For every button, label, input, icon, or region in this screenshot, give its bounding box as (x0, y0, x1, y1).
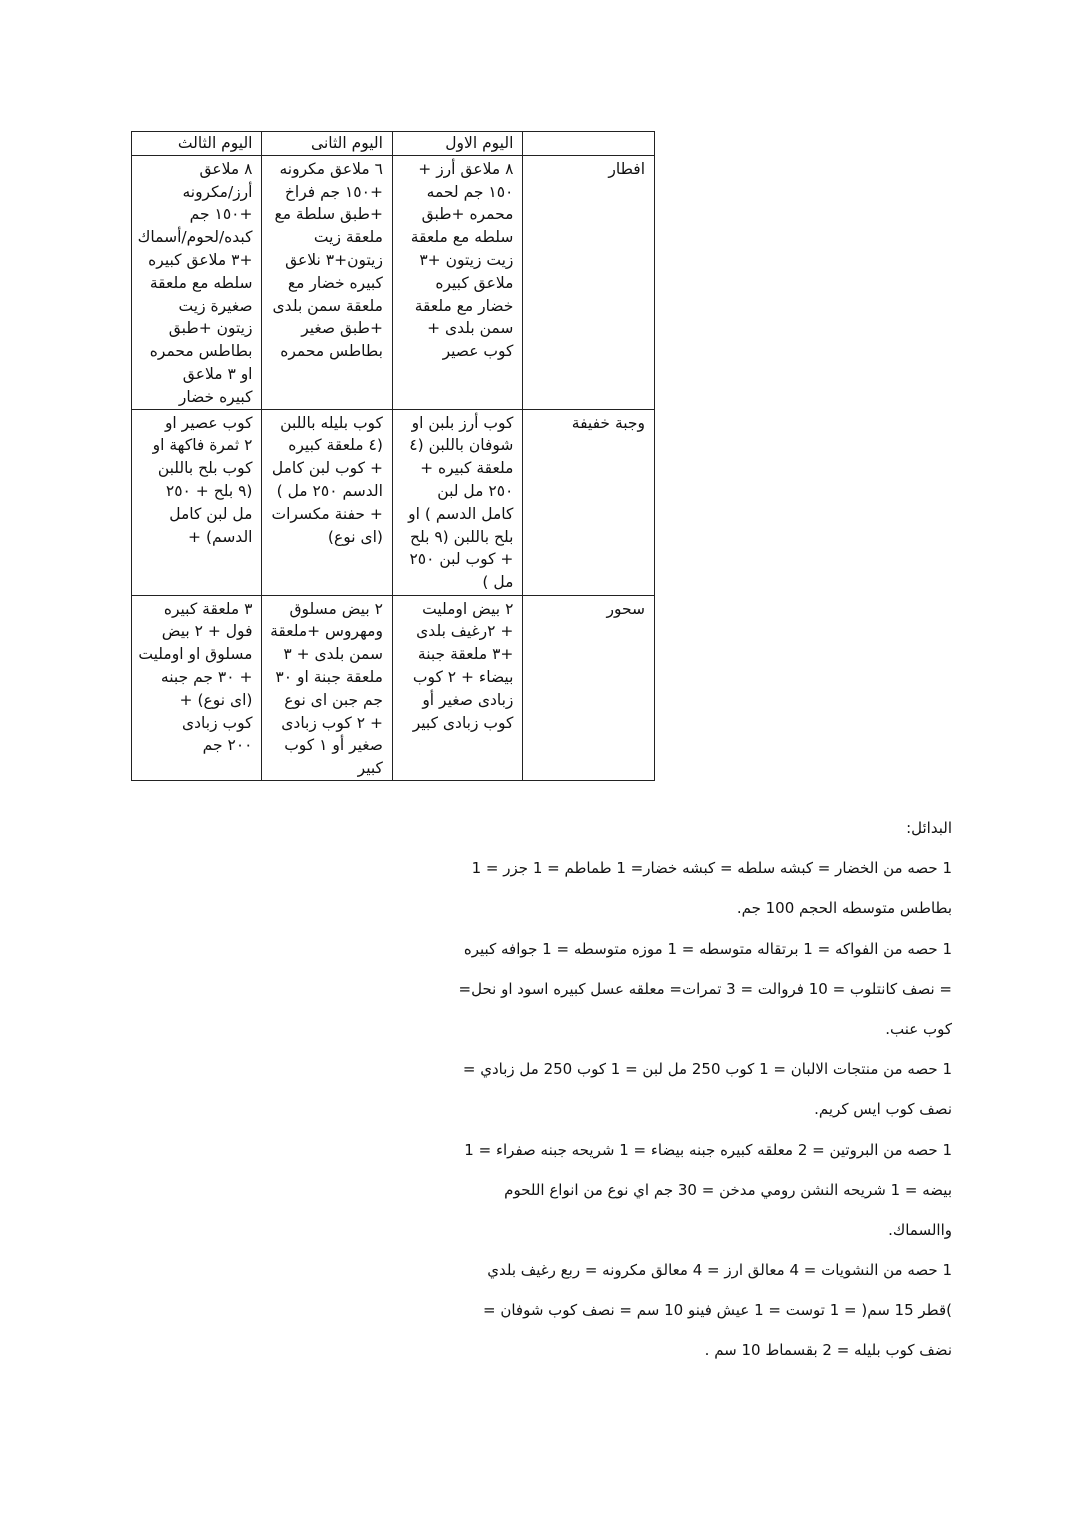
cell-line: ١٥٠ جم لحمه (426, 182, 514, 201)
meal-cell-day3 (132, 409, 262, 595)
cell-line: محمره +طبق (421, 205, 514, 224)
alternative-line: نصف كوب ايس كريم. (814, 1100, 952, 1119)
cell-line: سلطه مع ملعقة (410, 228, 514, 247)
cell-line: ٢ بيض مسلوق (289, 599, 383, 618)
cell-line: كوب زبادى (182, 713, 253, 732)
alternative-line: نضف كوب بليله = 2 بقسماط 10 سم . (704, 1341, 952, 1360)
header-meal (523, 132, 655, 156)
meal-cell-day3 (132, 595, 262, 780)
table-row (132, 595, 655, 780)
alternative-line: بيضه = 1 شريحه النشن رومي مدخن = 30 جم اي نوع من انواع اللحوم (504, 1180, 952, 1199)
alternative-line: 1 حصه من الفواكه = 1 برتقاله متوسطه = 1 موزه متوسطه = 1 جوافه كبيره (463, 939, 952, 958)
alternative-line: )قطر 15 سم( = 1 توست = 1 عيش فينو 10 سم = نصف كوب شوفان = (482, 1301, 952, 1320)
cell-line: + كوب لبن كامل (271, 459, 383, 478)
meal-cell-day1 (392, 155, 522, 409)
cell-line: شوفان باللبن (٤ (409, 436, 514, 455)
table-header-row (132, 132, 655, 156)
cell-line: صغيرة زيت (178, 296, 253, 315)
cell-line: (٩ بلح + ٢٥٠ (165, 481, 253, 500)
cell-line: زيتون +طبق (168, 319, 253, 338)
cell-line: + ٢رغيف بلدى (416, 622, 514, 641)
cell-line: زبادى صغير أو (422, 690, 514, 709)
cell-line: ملاعق كبيره (435, 273, 514, 292)
meal-cell-day2 (262, 595, 392, 780)
cell-line: او ٣ ملاعق (182, 364, 253, 383)
cell-line: ٦ ملاعق مكرونه (279, 159, 383, 178)
cell-line: + ٣٠ جم جبنه (160, 667, 253, 686)
cell-line: ٢٠٠ جم (202, 736, 253, 755)
cell-line: زيت زيتون +٣ (419, 250, 514, 269)
cell-line: ٨ ملاعق أرز + (418, 159, 514, 178)
cell-line: كوب زبادى كبير (412, 713, 514, 732)
cell-line: كبيره خضار (178, 387, 253, 406)
cell-line: مل لبن كامل (169, 504, 253, 523)
cell-line: أرز/مكرونه (182, 182, 253, 201)
cell-line: بطاطس محمره (149, 342, 253, 361)
cell-line: +١٥٠ جم فراخ (284, 182, 383, 201)
cell-line: سمن بلدى + (427, 319, 514, 338)
cell-line: بطاطس محمره (280, 342, 383, 361)
table-row (132, 155, 655, 409)
cell-line: بيضاء + ٢ كوب (412, 667, 514, 686)
cell-line: +٣ ملعقة جبنة (417, 645, 514, 664)
meal-cell-day2 (262, 409, 392, 595)
meal-name-cell: افطار (523, 155, 655, 409)
cell-line: +٣ ملاعق كبيره (148, 250, 253, 269)
cell-line: الدسم) + (188, 527, 253, 546)
cell-line: ٨ ملاعق (199, 159, 253, 178)
meal-cell-day1 (392, 595, 522, 780)
cell-line: الدسم ٢٥٠ مل ) (276, 481, 383, 500)
alternatives-list (352, 858, 952, 1380)
meal-cell-day1 (392, 409, 522, 595)
cell-line: فول + ٢ بيض (161, 622, 253, 641)
meal-name-cell: سحور (523, 595, 655, 780)
cell-line: كوب عصير او (164, 413, 253, 432)
cell-line: كبير (357, 759, 383, 778)
alternative-line: 1 حصه من البروتين = 2 معلقه كبيره جبنه بيضاء = 1 شريحه جبنه صفراء = 1 (464, 1140, 952, 1159)
cell-line: ملعقة سمن بلدى (272, 296, 383, 315)
header-day-3: اليوم الثالث (132, 132, 262, 156)
cell-line: مسلوق او اومليت (138, 645, 253, 664)
cell-line: كامل الدسم ) او (408, 504, 514, 523)
cell-line: ملعقة زيت (313, 228, 383, 247)
alternative-line: كوب عنب. (885, 1019, 952, 1038)
cell-line: + كوب لبن ٢٥٠ (409, 550, 514, 569)
cell-line: كوب عصير (442, 342, 514, 361)
cell-line: صغير أو ١ كوب (284, 736, 383, 755)
cell-line: بلح باللبن (٩ بلح (409, 527, 514, 546)
cell-line: كوب بليله باللبن (280, 413, 383, 432)
cell-line: ومهروس +ملعقة (270, 622, 383, 641)
cell-line: (اى نوع) (327, 527, 383, 546)
header-day-1: اليوم الاول (392, 132, 522, 156)
meal-name-cell: وجبة خفيفة (523, 409, 655, 595)
alternative-line: 1 حصه من الخضار = كبشه سلطه = كبشه خضار= 1 طماطم = 1 جزر = 1 (471, 859, 952, 878)
meal-cell-day2 (262, 155, 392, 409)
cell-line: +١٥٠ جم (189, 205, 253, 224)
cell-line: سلطه مع ملعقة (149, 273, 253, 292)
cell-line: كوب بلح باللبن (157, 459, 253, 478)
cell-line: كبيره خضار مع (287, 273, 383, 292)
cell-line: +طبق صغير (301, 319, 383, 338)
cell-line: + ٢ كوب زبادى (281, 713, 383, 732)
alternative-line: = نصف كانتلوب = 10 فروالت = 3 تمرات= معلقه عسل كبيره اسود او نحل= (458, 979, 952, 998)
alternatives-section (352, 818, 952, 1381)
meal-plan-table (131, 131, 655, 781)
cell-line: + حفنة مكسرات (271, 504, 383, 523)
table-row (132, 409, 655, 595)
cell-line: ملعقة كبيره + (420, 459, 514, 478)
cell-line: زيتون+٣ نلاعق (285, 250, 383, 269)
cell-line: جم جبن اى نوع (284, 690, 383, 709)
cell-line: كوب أرز بلبن او (411, 413, 514, 432)
cell-line: سمن بلدى + ٣ (283, 645, 383, 664)
cell-line: مل ) (482, 573, 514, 592)
alternative-line: 1 حصه من منتجات الالبان = 1 كوب 250 مل لبن = 1 كوب 250 مل زبادي = (462, 1060, 952, 1079)
cell-line: (اى نوع) + (179, 690, 253, 709)
cell-line: كبده/لحوم/أسماك (137, 228, 253, 247)
cell-line: (٤ ملعقة كبيره (288, 436, 383, 455)
alternative-line: بطاطس متوسطه الحجم 100 جم. (736, 899, 952, 918)
cell-line: ٣ ملعقة كبيره (163, 599, 253, 618)
meal-cell-day3 (132, 155, 262, 409)
alternative-line: واالسماك. (888, 1220, 952, 1239)
cell-line: ٢٥٠ مل لبن (437, 481, 514, 500)
cell-line: ٢ بيض اومليت (422, 599, 514, 618)
header-day-2: اليوم الثانى (262, 132, 392, 156)
cell-line: ٢ ثمرة فاكهة او (152, 436, 253, 455)
alternatives-heading: البدائل: (906, 819, 952, 837)
cell-line: +طبق سلطة مع (274, 205, 383, 224)
cell-line: ملعقة جبنة او ٣٠ (275, 667, 383, 686)
alternative-line: 1 حصه من النشويات = 4 معالق ارز = 4 معالق مكرونه = ربع رغيف بلدي (487, 1261, 952, 1280)
cell-line: خضار مع ملعقة (414, 296, 514, 315)
